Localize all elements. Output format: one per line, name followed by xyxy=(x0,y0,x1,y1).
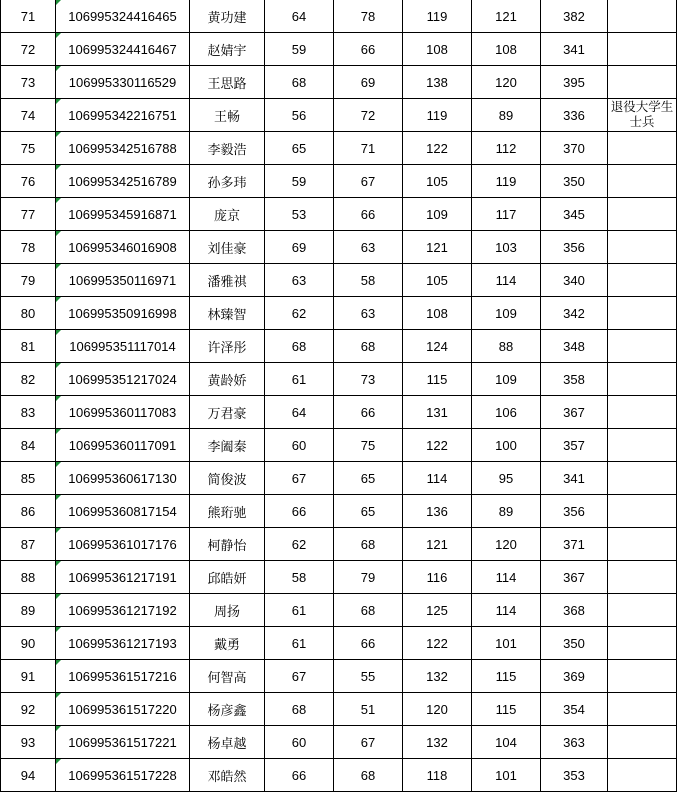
score-4-cell: 89 xyxy=(472,99,541,132)
name-cell: 许泽彤 xyxy=(190,330,265,363)
row-number-cell: 82 xyxy=(1,363,56,396)
name-cell: 刘佳豪 xyxy=(190,231,265,264)
row-number-cell: 91 xyxy=(1,660,56,693)
score-2-cell: 66 xyxy=(334,396,403,429)
row-number-cell: 89 xyxy=(1,594,56,627)
score-3-cell: 122 xyxy=(403,627,472,660)
note-cell xyxy=(608,363,677,396)
score-4-cell: 114 xyxy=(472,264,541,297)
table-row xyxy=(1,264,677,297)
row-number-cell: 79 xyxy=(1,264,56,297)
score-4-cell: 109 xyxy=(472,297,541,330)
row-number-cell: 71 xyxy=(1,0,56,33)
score-1-cell: 53 xyxy=(265,198,334,231)
name-cell: 杨彦鑫 xyxy=(190,693,265,726)
score-4-cell: 88 xyxy=(472,330,541,363)
note-cell xyxy=(608,33,677,66)
score-3-cell: 122 xyxy=(403,132,472,165)
score-2-cell: 79 xyxy=(334,561,403,594)
note-cell xyxy=(608,726,677,759)
name-cell: 邱皓妍 xyxy=(190,561,265,594)
table-row xyxy=(1,132,677,165)
score-2-cell: 67 xyxy=(334,726,403,759)
score-3-cell: 105 xyxy=(403,165,472,198)
score-2-cell: 63 xyxy=(334,231,403,264)
score-3-cell: 108 xyxy=(403,297,472,330)
note-cell xyxy=(608,198,677,231)
candidate-id-cell: 106995342216751 xyxy=(56,99,190,132)
note-cell xyxy=(608,396,677,429)
score-4-cell: 120 xyxy=(472,528,541,561)
table-row xyxy=(1,528,677,561)
note-cell xyxy=(608,627,677,660)
score-4-cell: 115 xyxy=(472,693,541,726)
note-cell xyxy=(608,462,677,495)
score-1-cell: 60 xyxy=(265,726,334,759)
note-cell xyxy=(608,528,677,561)
total-score-cell: 350 xyxy=(541,627,608,660)
score-1-cell: 68 xyxy=(265,693,334,726)
name-cell: 戴勇 xyxy=(190,627,265,660)
candidate-id-cell: 106995361017176 xyxy=(56,528,190,561)
note-cell xyxy=(608,165,677,198)
score-4-cell: 119 xyxy=(472,165,541,198)
score-3-cell: 121 xyxy=(403,528,472,561)
name-cell: 林臻智 xyxy=(190,297,265,330)
score-1-cell: 58 xyxy=(265,561,334,594)
row-number-cell: 85 xyxy=(1,462,56,495)
row-number-cell: 88 xyxy=(1,561,56,594)
row-number-cell: 92 xyxy=(1,693,56,726)
score-1-cell: 66 xyxy=(265,495,334,528)
note-cell xyxy=(608,0,677,33)
candidate-id-cell: 106995342516788 xyxy=(56,132,190,165)
score-2-cell: 66 xyxy=(334,33,403,66)
note-cell xyxy=(608,495,677,528)
table-row xyxy=(1,363,677,396)
score-3-cell: 119 xyxy=(403,99,472,132)
score-1-cell: 59 xyxy=(265,33,334,66)
candidate-id-cell: 106995350116971 xyxy=(56,264,190,297)
score-2-cell: 66 xyxy=(334,627,403,660)
candidate-id-cell: 106995361517221 xyxy=(56,726,190,759)
name-cell: 王畅 xyxy=(190,99,265,132)
table-row xyxy=(1,297,677,330)
score-1-cell: 69 xyxy=(265,231,334,264)
score-2-cell: 68 xyxy=(334,759,403,792)
table-row xyxy=(1,693,677,726)
total-score-cell: 357 xyxy=(541,429,608,462)
score-3-cell: 122 xyxy=(403,429,472,462)
total-score-cell: 356 xyxy=(541,231,608,264)
score-4-cell: 121 xyxy=(472,0,541,33)
row-number-cell: 81 xyxy=(1,330,56,363)
score-1-cell: 68 xyxy=(265,330,334,363)
table-row xyxy=(1,0,677,33)
score-3-cell: 138 xyxy=(403,66,472,99)
score-2-cell: 67 xyxy=(334,165,403,198)
score-3-cell: 124 xyxy=(403,330,472,363)
note-cell xyxy=(608,660,677,693)
candidate-id-cell: 106995361217191 xyxy=(56,561,190,594)
total-score-cell: 350 xyxy=(541,165,608,198)
score-4-cell: 100 xyxy=(472,429,541,462)
row-number-cell: 83 xyxy=(1,396,56,429)
score-2-cell: 71 xyxy=(334,132,403,165)
score-1-cell: 63 xyxy=(265,264,334,297)
row-number-cell: 87 xyxy=(1,528,56,561)
row-number-cell: 72 xyxy=(1,33,56,66)
total-score-cell: 369 xyxy=(541,660,608,693)
candidate-id-cell: 106995361517220 xyxy=(56,693,190,726)
note-cell xyxy=(608,264,677,297)
name-cell: 熊珩驰 xyxy=(190,495,265,528)
score-3-cell: 121 xyxy=(403,231,472,264)
total-score-cell: 356 xyxy=(541,495,608,528)
total-score-cell: 342 xyxy=(541,297,608,330)
score-4-cell: 114 xyxy=(472,594,541,627)
score-3-cell: 116 xyxy=(403,561,472,594)
total-score-cell: 340 xyxy=(541,264,608,297)
table-row xyxy=(1,99,677,132)
score-3-cell: 109 xyxy=(403,198,472,231)
table-row xyxy=(1,33,677,66)
candidate-id-cell: 106995361217192 xyxy=(56,594,190,627)
score-1-cell: 61 xyxy=(265,627,334,660)
score-4-cell: 103 xyxy=(472,231,541,264)
row-number-cell: 86 xyxy=(1,495,56,528)
total-score-cell: 370 xyxy=(541,132,608,165)
score-3-cell: 125 xyxy=(403,594,472,627)
note-cell xyxy=(608,561,677,594)
score-3-cell: 131 xyxy=(403,396,472,429)
total-score-cell: 382 xyxy=(541,0,608,33)
name-cell: 庞京 xyxy=(190,198,265,231)
candidate-id-cell: 106995360617130 xyxy=(56,462,190,495)
note-cell xyxy=(608,693,677,726)
row-number-cell: 73 xyxy=(1,66,56,99)
table-row xyxy=(1,660,677,693)
candidate-id-cell: 106995360817154 xyxy=(56,495,190,528)
score-2-cell: 66 xyxy=(334,198,403,231)
candidate-id-cell: 106995351217024 xyxy=(56,363,190,396)
score-2-cell: 72 xyxy=(334,99,403,132)
table-row xyxy=(1,165,677,198)
total-score-cell: 367 xyxy=(541,561,608,594)
row-number-cell: 76 xyxy=(1,165,56,198)
note-cell xyxy=(608,231,677,264)
score-3-cell: 132 xyxy=(403,660,472,693)
table-row xyxy=(1,429,677,462)
total-score-cell: 353 xyxy=(541,759,608,792)
candidate-id-cell: 106995360117091 xyxy=(56,429,190,462)
total-score-cell: 358 xyxy=(541,363,608,396)
note-cell xyxy=(608,297,677,330)
table-row xyxy=(1,396,677,429)
name-cell: 杨卓越 xyxy=(190,726,265,759)
score-3-cell: 119 xyxy=(403,0,472,33)
name-cell: 柯静怡 xyxy=(190,528,265,561)
row-number-cell: 94 xyxy=(1,759,56,792)
score-4-cell: 112 xyxy=(472,132,541,165)
note-cell xyxy=(608,429,677,462)
name-cell: 邓皓然 xyxy=(190,759,265,792)
score-1-cell: 60 xyxy=(265,429,334,462)
row-number-cell: 74 xyxy=(1,99,56,132)
row-number-cell: 80 xyxy=(1,297,56,330)
score-3-cell: 132 xyxy=(403,726,472,759)
table-row xyxy=(1,462,677,495)
candidate-id-cell: 106995360117083 xyxy=(56,396,190,429)
score-1-cell: 67 xyxy=(265,462,334,495)
score-3-cell: 105 xyxy=(403,264,472,297)
score-2-cell: 68 xyxy=(334,528,403,561)
candidate-id-cell: 106995361517228 xyxy=(56,759,190,792)
score-3-cell: 115 xyxy=(403,363,472,396)
score-2-cell: 68 xyxy=(334,330,403,363)
total-score-cell: 348 xyxy=(541,330,608,363)
total-score-cell: 368 xyxy=(541,594,608,627)
score-2-cell: 58 xyxy=(334,264,403,297)
score-4-cell: 115 xyxy=(472,660,541,693)
total-score-cell: 345 xyxy=(541,198,608,231)
score-3-cell: 108 xyxy=(403,33,472,66)
score-4-cell: 95 xyxy=(472,462,541,495)
score-2-cell: 51 xyxy=(334,693,403,726)
score-2-cell: 69 xyxy=(334,66,403,99)
score-2-cell: 68 xyxy=(334,594,403,627)
score-4-cell: 120 xyxy=(472,66,541,99)
table-row xyxy=(1,495,677,528)
table-row xyxy=(1,594,677,627)
score-3-cell: 136 xyxy=(403,495,472,528)
total-score-cell: 367 xyxy=(541,396,608,429)
note-cell xyxy=(608,66,677,99)
name-cell: 李阖秦 xyxy=(190,429,265,462)
score-3-cell: 120 xyxy=(403,693,472,726)
note-cell xyxy=(608,330,677,363)
score-2-cell: 63 xyxy=(334,297,403,330)
name-cell: 潘雅祺 xyxy=(190,264,265,297)
total-score-cell: 371 xyxy=(541,528,608,561)
table-row xyxy=(1,66,677,99)
total-score-cell: 341 xyxy=(541,33,608,66)
name-cell: 王思路 xyxy=(190,66,265,99)
score-2-cell: 75 xyxy=(334,429,403,462)
row-number-cell: 84 xyxy=(1,429,56,462)
note-cell xyxy=(608,132,677,165)
row-number-cell: 90 xyxy=(1,627,56,660)
table-row xyxy=(1,198,677,231)
row-number-cell: 75 xyxy=(1,132,56,165)
candidate-id-cell: 106995324416467 xyxy=(56,33,190,66)
candidate-id-cell: 106995342516789 xyxy=(56,165,190,198)
row-number-cell: 93 xyxy=(1,726,56,759)
name-cell: 黄龄娇 xyxy=(190,363,265,396)
candidate-id-cell: 106995351117014 xyxy=(56,330,190,363)
candidate-id-cell: 106995350916998 xyxy=(56,297,190,330)
score-4-cell: 117 xyxy=(472,198,541,231)
score-1-cell: 56 xyxy=(265,99,334,132)
note-cell xyxy=(608,759,677,792)
table-row xyxy=(1,231,677,264)
score-4-cell: 114 xyxy=(472,561,541,594)
score-1-cell: 65 xyxy=(265,132,334,165)
total-score-cell: 341 xyxy=(541,462,608,495)
note-cell: 退役大学生士兵 xyxy=(608,99,677,132)
score-4-cell: 108 xyxy=(472,33,541,66)
row-number-cell: 77 xyxy=(1,198,56,231)
name-cell: 黄功建 xyxy=(190,0,265,33)
candidate-id-cell: 106995330116529 xyxy=(56,66,190,99)
table-row xyxy=(1,627,677,660)
score-1-cell: 67 xyxy=(265,660,334,693)
name-cell: 万君豪 xyxy=(190,396,265,429)
candidate-id-cell: 106995361517216 xyxy=(56,660,190,693)
score-1-cell: 62 xyxy=(265,297,334,330)
score-2-cell: 65 xyxy=(334,495,403,528)
table-row xyxy=(1,330,677,363)
name-cell: 赵婧宇 xyxy=(190,33,265,66)
score-4-cell: 101 xyxy=(472,627,541,660)
table-row xyxy=(1,759,677,792)
score-1-cell: 59 xyxy=(265,165,334,198)
score-1-cell: 64 xyxy=(265,0,334,33)
candidate-id-cell: 106995361217193 xyxy=(56,627,190,660)
score-1-cell: 66 xyxy=(265,759,334,792)
score-1-cell: 62 xyxy=(265,528,334,561)
score-2-cell: 65 xyxy=(334,462,403,495)
score-4-cell: 104 xyxy=(472,726,541,759)
name-cell: 孙多玮 xyxy=(190,165,265,198)
total-score-cell: 363 xyxy=(541,726,608,759)
score-2-cell: 78 xyxy=(334,0,403,33)
candidate-id-cell: 106995324416465 xyxy=(56,0,190,33)
name-cell: 周扬 xyxy=(190,594,265,627)
score-2-cell: 73 xyxy=(334,363,403,396)
score-4-cell: 89 xyxy=(472,495,541,528)
total-score-cell: 354 xyxy=(541,693,608,726)
name-cell: 何智高 xyxy=(190,660,265,693)
score-1-cell: 61 xyxy=(265,363,334,396)
total-score-cell: 395 xyxy=(541,66,608,99)
score-1-cell: 64 xyxy=(265,396,334,429)
score-4-cell: 106 xyxy=(472,396,541,429)
score-3-cell: 114 xyxy=(403,462,472,495)
table-row xyxy=(1,561,677,594)
candidate-id-cell: 106995345916871 xyxy=(56,198,190,231)
candidate-id-cell: 106995346016908 xyxy=(56,231,190,264)
row-number-cell: 78 xyxy=(1,231,56,264)
score-4-cell: 101 xyxy=(472,759,541,792)
name-cell: 简俊波 xyxy=(190,462,265,495)
table-row xyxy=(1,726,677,759)
name-cell: 李毅浩 xyxy=(190,132,265,165)
total-score-cell: 336 xyxy=(541,99,608,132)
note-cell xyxy=(608,594,677,627)
score-3-cell: 118 xyxy=(403,759,472,792)
score-1-cell: 68 xyxy=(265,66,334,99)
score-1-cell: 61 xyxy=(265,594,334,627)
score-2-cell: 55 xyxy=(334,660,403,693)
score-4-cell: 109 xyxy=(472,363,541,396)
